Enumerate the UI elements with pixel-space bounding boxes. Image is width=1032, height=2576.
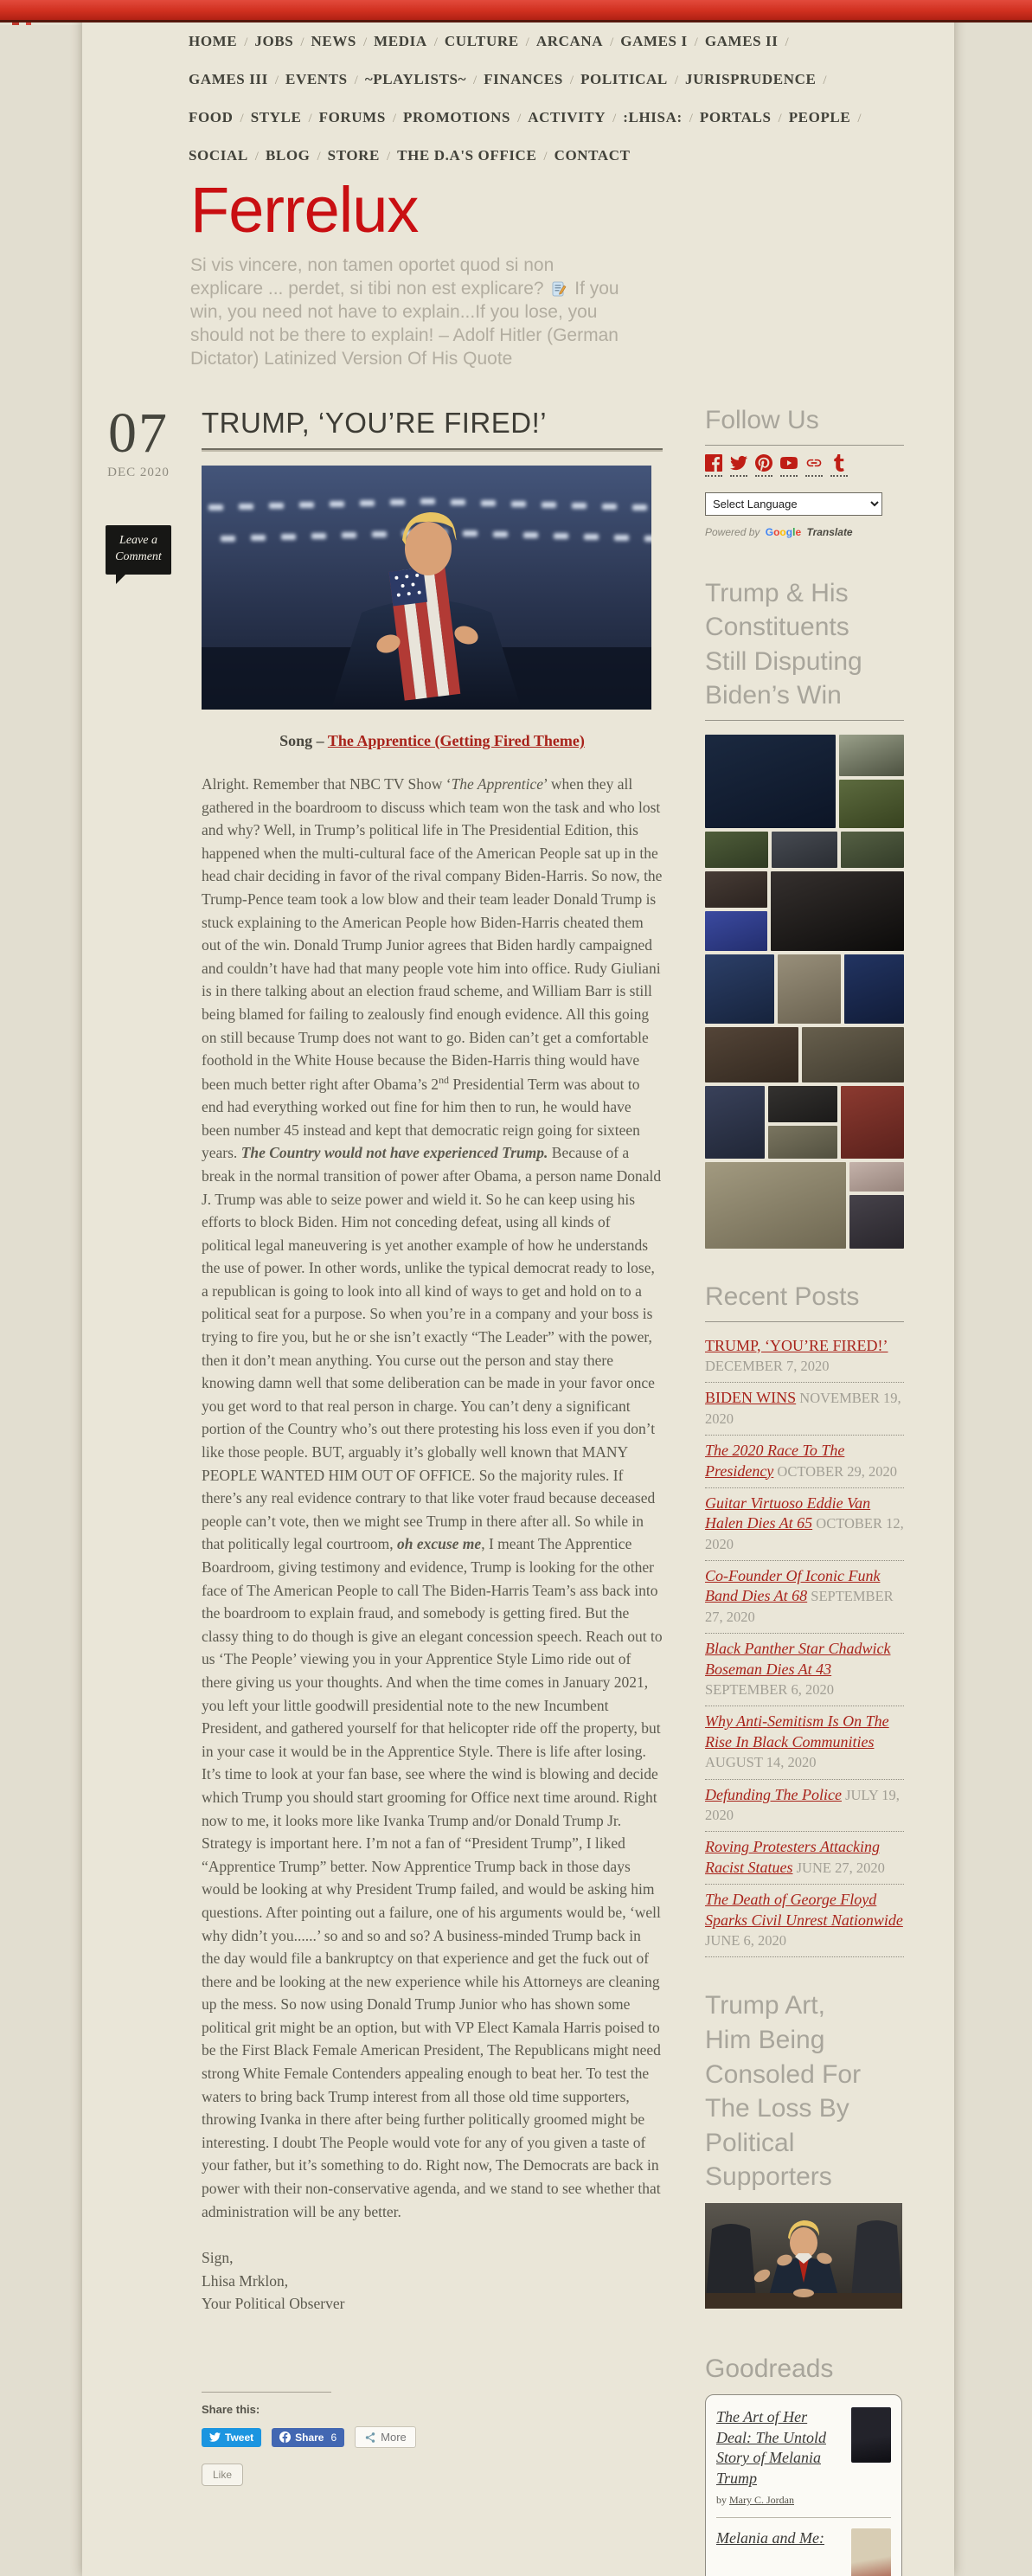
gallery-photo-pompeo-flag-portrait[interactable] [705,954,774,1024]
recent-post-item [705,1561,904,1634]
recent-posts-list [705,1331,904,1958]
follow-us-divider [705,445,904,446]
share-this-label: Share this: [202,2403,260,2417]
title-divider [202,448,663,450]
post-title[interactable]: TRUMP, ‘YOU’RE FIRED!’ [202,407,548,439]
more-share-button[interactable] [355,2426,416,2448]
article-column [202,407,663,2486]
recent-post-date: JUNE 6, 2020 [705,1931,786,1949]
nav-item-playlists[interactable]: ~PLAYLISTS~ [364,71,467,87]
book-author-link[interactable]: Mary C. Jordan [729,2494,794,2507]
recent-post-item [705,1634,904,1706]
facebook-share-count: 6 [330,2431,337,2444]
recent-post-date: JUNE 27, 2020 [792,1859,885,1876]
nav-separator: / [387,150,391,164]
nav-row [189,33,907,50]
nav-item-style[interactable]: STYLE [250,109,302,125]
book-title-link[interactable]: Melania and Me: [716,2529,824,2547]
gallery-row [705,954,904,1024]
goodreads-book-divider [716,2517,891,2518]
gallery-photo-trump-holding-newspaper[interactable] [705,1027,798,1082]
more-share-label: More [381,2431,407,2444]
recent-post-link-biden-wins[interactable]: BIDEN WINS [705,1389,797,1407]
nav-separator: / [543,150,548,164]
nav-separator: / [473,74,478,87]
gallery-photo-trump-portrait-painting[interactable] [841,1086,904,1159]
gallery-photo-trump-standing-office[interactable] [778,954,841,1024]
goodreads-heading: Goodreads [705,2354,834,2383]
recent-post-item [705,1706,904,1779]
nav-separator: / [517,112,522,125]
page [82,0,954,2576]
memo-emoji-icon [551,281,567,297]
nav-item-games-i[interactable]: GAMES I [620,33,688,49]
recent-post-link-trump-you-re-fired[interactable]: TRUMP, ‘YOU’RE FIRED!’ [705,1336,888,1354]
recent-post-link-roving-protesters-attacking-ra[interactable]: Roving Protesters Attacking Racist Statues [705,1838,880,1876]
tagline-text-after: If you win, you need not have to explain...If you lose, you should not be there to explain! – Adolf Hitler (German Dictator) Latinized Version Of His Quote [190,278,619,369]
social-pinterest-icon[interactable] [755,454,772,477]
gallery-divider [705,720,904,721]
nav-item-finances[interactable]: FINANCES [484,71,563,87]
gallery-photo-barr-trump-handshake[interactable] [705,735,836,828]
nav-item-food[interactable]: FOOD [189,109,234,125]
gallery-photo-trump-motorcycle-flag-painting[interactable] [705,1162,846,1249]
nav-separator: / [240,112,244,125]
masthead [190,174,761,370]
gallery-photo-trump-desk-showing-tweet[interactable] [802,1027,904,1082]
like-button-partial[interactable]: Like [202,2464,243,2486]
recent-post-date: JULY 19, 2020 [705,1786,900,1823]
recent-post-date: AUGUST 14, 2020 [705,1754,817,1771]
gallery-photo-trump-fauci-oval-office[interactable] [768,1126,837,1159]
nav-item-forums[interactable]: FORUMS [318,109,386,125]
article-signoff [202,2246,663,2316]
nav-item-social[interactable]: SOCIAL [189,147,248,164]
facebook-share-label: Share [295,2431,324,2444]
recent-post-link-black-panther-star-chadwick-bo[interactable]: Black Panther Star Chadwick Boseman Dies At 43 [705,1640,891,1678]
nav-separator: / [274,74,279,87]
recent-post-date: OCTOBER 29, 2020 [773,1462,898,1480]
recent-post-item [705,1780,904,1833]
google-translate-credit [705,526,904,538]
signoff-line: Lhisa Mrklon, [202,2271,289,2290]
social-youtube-icon[interactable] [780,454,798,477]
recent-post-date: SEPTEMBER 27, 2020 [705,1588,894,1625]
gallery-row [705,832,904,868]
top-red-banner [0,0,1032,22]
nav-item-political[interactable]: POLITICAL [580,71,668,87]
nav-separator: / [362,35,368,49]
gallery-photo-trump-melania-supporters[interactable] [839,780,904,828]
gallery-photo-conway-profile[interactable] [849,1195,904,1249]
nav-separator: / [317,150,321,164]
recent-post-item [705,1436,904,1488]
book-cover-thumbnail[interactable] [851,2407,891,2463]
goodreads-book-text [716,2407,844,2507]
nav-item-jurisprudence[interactable]: JURISPRUDENCE [685,71,817,87]
nav-separator: / [610,35,614,49]
nav-separator: / [694,35,698,49]
site-title[interactable]: Ferrelux [190,174,419,246]
main-nav [189,33,907,185]
google-logo: Google [765,525,802,538]
nav-row [189,109,907,126]
share-nodes-icon [364,2431,376,2444]
recent-post-link-co-founder-of-iconic-funk-band[interactable]: Co-Founder Of Iconic Funk Band Dies At 68 [705,1567,881,1605]
nav-separator: / [778,112,782,125]
nav-separator: / [612,112,617,125]
twitter-bird-icon [209,2431,221,2443]
leave-comment-button[interactable]: Leave a Comment [106,525,171,575]
gallery-row [705,735,904,828]
trump-art-image[interactable] [705,2203,902,2309]
gallery-row [705,1162,904,1249]
trump-art-heading: Trump Art, Him Being Consoled For The Loss By Political Supporters [705,1991,862,2192]
gallery-photo-giuliani-rally-podium[interactable] [705,911,767,951]
book-title-link[interactable]: The Art of Her Deal: The Untold Story of Melania Trump [716,2408,826,2487]
gallery-row [705,1086,904,1159]
post-date-monthyear: DEC 2020 [107,466,170,479]
nav-item-people[interactable]: PEOPLE [788,109,851,125]
gallery-photo-trump-flag-art-mask[interactable] [705,1086,765,1159]
nav-item-home[interactable]: HOME [189,33,238,49]
signoff-line: Sign, [202,2249,234,2267]
nav-item-events[interactable]: EVENTS [285,71,348,87]
nav-separator: / [689,112,693,125]
goodreads-widget [705,2394,902,2576]
social-tumblr-icon[interactable] [830,454,848,477]
recent-post-date: OCTOBER 12, 2020 [705,1515,904,1552]
gallery-photo-trump-walking-lawn[interactable] [705,832,768,868]
nav-item-games-ii[interactable]: GAMES II [704,33,779,49]
recent-post-item [705,1885,904,1957]
gallery-photo-pompeo-closeup[interactable] [771,871,904,951]
tweet-button[interactable] [202,2428,261,2447]
nav-item-culture[interactable]: CULTURE [444,33,519,49]
gallery-stack [768,1086,837,1159]
follow-us-heading: Follow Us [705,406,819,434]
gallery-photo-trump-podium-presidential-seal[interactable] [844,954,904,1024]
book-byline: by Mary C. Jordan [716,2494,794,2507]
post-date-day: 07 [108,401,169,465]
recent-post-link-guitar-virtuoso-eddie-van-hale[interactable]: Guitar Virtuoso Eddie Van Halen Dies At 65 [705,1494,871,1532]
nav-item-news[interactable]: NEWS [311,33,356,49]
nav-separator: / [300,35,304,49]
nav-separator: / [244,35,248,49]
nav-separator: / [525,35,529,49]
nav-separator: / [857,112,862,125]
share-buttons [202,2426,663,2448]
nav-separator: / [674,74,679,87]
song-label: Song – [279,732,328,749]
nav-separator: / [785,35,789,49]
site-tagline [190,254,627,370]
gallery-photo-officials-group-outdoors[interactable] [839,735,904,776]
social-link-icon[interactable] [805,454,823,477]
nav-item-portals[interactable]: PORTALS [699,109,772,125]
powered-by-label: Powered by [705,525,760,538]
nav-item-store[interactable]: STORE [327,147,380,164]
nav-item-the-d-a-s-office[interactable]: THE D.A'S OFFICE [397,147,537,164]
book-cover-thumbnail[interactable] [851,2528,891,2576]
nav-item-lhisa[interactable]: :LHISA: [623,109,683,125]
goodreads-book [716,2407,891,2507]
translate-label: Translate [806,525,853,538]
nav-separator: / [392,112,397,125]
gallery-stack [839,735,904,828]
nav-item-activity[interactable]: ACTIVITY [528,109,606,125]
recent-posts-heading: Recent Posts [705,1282,860,1311]
nav-item-media[interactable]: MEDIA [374,33,427,49]
gallery-photo-trump-barr-conferring[interactable] [768,1086,837,1122]
recent-post-item [705,1331,904,1384]
gallery-photo-giuliani-gesturing[interactable] [705,871,767,908]
gallery-photo-conway-speaking[interactable] [849,1162,904,1192]
recent-post-date: DECEMBER 7, 2020 [705,1357,830,1374]
photo-gallery [705,735,904,1249]
nav-item-blog[interactable]: BLOG [265,147,311,164]
recent-post-link-the-death-of-george-floyd-spar[interactable]: The Death of George Floyd Sparks Civil Unrest Nationwide [705,1891,903,1929]
gallery-heading: Trump & His Constituents Still Disputing Biden’s Win [705,578,862,710]
share-divider [202,2392,331,2393]
goodreads-book-text [716,2528,844,2576]
recent-post-date: NOVEMBER 19, 2020 [705,1390,901,1427]
recent-post-link-why-anti-semitism-is-on-the-ri[interactable]: Why Anti-Semitism Is On The Rise In Black Communities [705,1712,889,1751]
recent-posts-divider [705,1321,904,1322]
nav-separator: / [823,74,827,87]
nav-row [189,147,907,164]
language-select[interactable] [705,492,882,516]
gallery-photo-trump-in-vehicle[interactable] [841,832,904,868]
post-date-column [91,401,186,575]
gallery-row [705,1027,904,1082]
gallery-photo-trump-escorted-by-suits[interactable] [772,832,836,868]
nav-separator: / [254,150,259,164]
nav-separator: / [569,74,574,87]
tweet-button-label: Tweet [225,2431,254,2444]
nav-item-games-iii[interactable]: GAMES III [189,71,268,87]
tagline-text-before: Si vis vincere, non tamen oportet quod si non explicare ... perdet, si tibi non est explicare? [190,255,554,299]
goodreads-book [716,2528,891,2576]
nav-item-jobs[interactable]: JOBS [254,33,294,49]
song-link[interactable]: The Apprentice (Getting Fired Theme) [327,732,585,749]
social-twitter-icon[interactable] [730,454,747,477]
facebook-icon [279,2431,291,2443]
nav-item-contact[interactable]: CONTACT [554,147,631,164]
nav-separator: / [433,35,438,49]
song-line [202,732,663,750]
recent-post-link-the-2020-race-to-the-presidenc[interactable]: The 2020 Race To The Presidency [705,1442,845,1480]
recent-post-item [705,1832,904,1885]
nav-item-promotions[interactable]: PROMOTIONS [403,109,511,125]
gallery-row [705,871,904,951]
recent-post-date: SEPTEMBER 6, 2020 [705,1681,834,1699]
gallery-stack [705,871,767,951]
article-body: Alright. Remember that NBC TV Show ‘The Apprentice’ when they all gathered in the boardroom to discuss which team won the task and who lost and why? Well, in Trump’s political life in The Presidential Edition, this happened when the multi-cultural face of the American People sat up in the head chair deciding in favor of the rival company Biden-Harris. So now, the Trump-Pence team took a low blow and their team leader Donald Trump is stuck explaining to the American People how Biden-Harris cheated them out of the win. Donald Trump Junior agrees that Biden hardly campaigned and couldn’t have had that many people vote him into office. Rudy Giuliani is in there talking about an election fraud scheme, and William Barr is still being blamed for failing to zealously find enough evidence. All this going on still because Trump does not want to go. Biden can’t get a comfortable foothold in the White House because the Biden-Harris thing would have been much better right after Obama’s 2nd Presidential Term was about to end had everything worked out fine for him then to run, he would have been number 45 instead and kept that democratic reign going for sixteen years. The Country would not have experienced Trump. Because of a break in the normal transition of power after Obama, a person name Donald J. Trump was able to seize power and wield it. So he can keep using his efforts to block Biden. Him not conceding defeat, using all kinds of political legal maneuvering is yet another example of how he understands the use of power. In other words, unlike the typical democrat ready to lose, a republican is going to look into all kind of ways to get and hold on to a political seat for a purpose. So when you’re in a company and your boss is trying to fire you, but he or she isn’t exactly “The Leader” with the power, then it don’t mean anything. You curse out the person and stay there knowing damn well that some deliberation can be made in your favor once you get word to that real person in charge. You can’t deny a significant portion of the Country who’s out there protesting his loss even if you don’t like those people. BUT, arguably it’s globally well known that MANY PEOPLE WANTED HIM OUT OF OFFICE. So the majority rules. If there’s any real evidence contrary to that like voter fraud because deceased people can’t vote, then we might see Trump in there after all. So while in that politically legal courtroom, oh excuse me, I meant The Apprentice Boardroom, giving testimony and evidence, Trump is looking for the other face of The American People to call The Biden-Harris Team’s ass back into the boardroom to explain fraud, and somebody is getting fired. But the classy thing to do though is give an elegant concession speech. Reach out to us ‘The People’ viewing you in your Apprentice Style Limo ride out of there giving us your thoughts. And when the time comes in January 2021, you left your little goodwill presidential note to the new Incumbent President, and gathered yourself for that helicopter ride off the property, but in your case it would be in the Apprentice Style. There is life after losing. It’s time to look at your fan base, see where the wind is blowing and decide which Trump you should start grooming for Office next time around. Right now to me, it looks more like Ivanka Trump and/or Donald Trump Jr. Strategy is important here. I’m not a fan of “President Trump”, I liked “Apprentice Trump” better. Now Apprentice Trump back in those days would be looking at why President Trump failed, and would be asking him questions. After pointing out a failure, one of his arguments would be, ‘well why didn’t you......’ so and so and so? A business-minded Trump back in the day would file a bankruptcy on that experience and get the fuck out of there and be looking at the new experience while his Attorneys are cleaning up the mess. So now using Donald Trump Junior who has shown some political grit might be an option, but with VP Elect Kamala Harris poised to be the First Black Female American President, The Republicans might need strong White Female Contenders appealing enough to beat her. To test the waters to bring back Trump interest from all those old time supporters, throwing Ivanka in there after being further politically groomed might be interesting. I doubt The People would vote for any of you given a taste of your father, but it’s something to do. Right now, The Democrats are back in power with their non-conservative agenda, and we stand to see whether that administration will be any better. [202,775,663,2220]
nav-item-arcana[interactable]: ARCANA [535,33,604,49]
featured-image[interactable] [202,466,651,710]
nav-row [189,71,907,88]
recent-post-item [705,1488,904,1561]
nav-separator: / [354,74,358,87]
recent-post-link-defunding-the-police[interactable]: Defunding The Police [705,1785,842,1803]
social-facebook-icon[interactable] [705,454,722,477]
sidebar [705,403,904,2576]
signoff-line: Your Political Observer [202,2295,345,2313]
recent-post-item [705,1383,904,1436]
gallery-stack [849,1162,904,1249]
nav-separator: / [308,112,312,125]
social-icons [705,454,852,477]
facebook-share-button[interactable] [272,2428,344,2447]
